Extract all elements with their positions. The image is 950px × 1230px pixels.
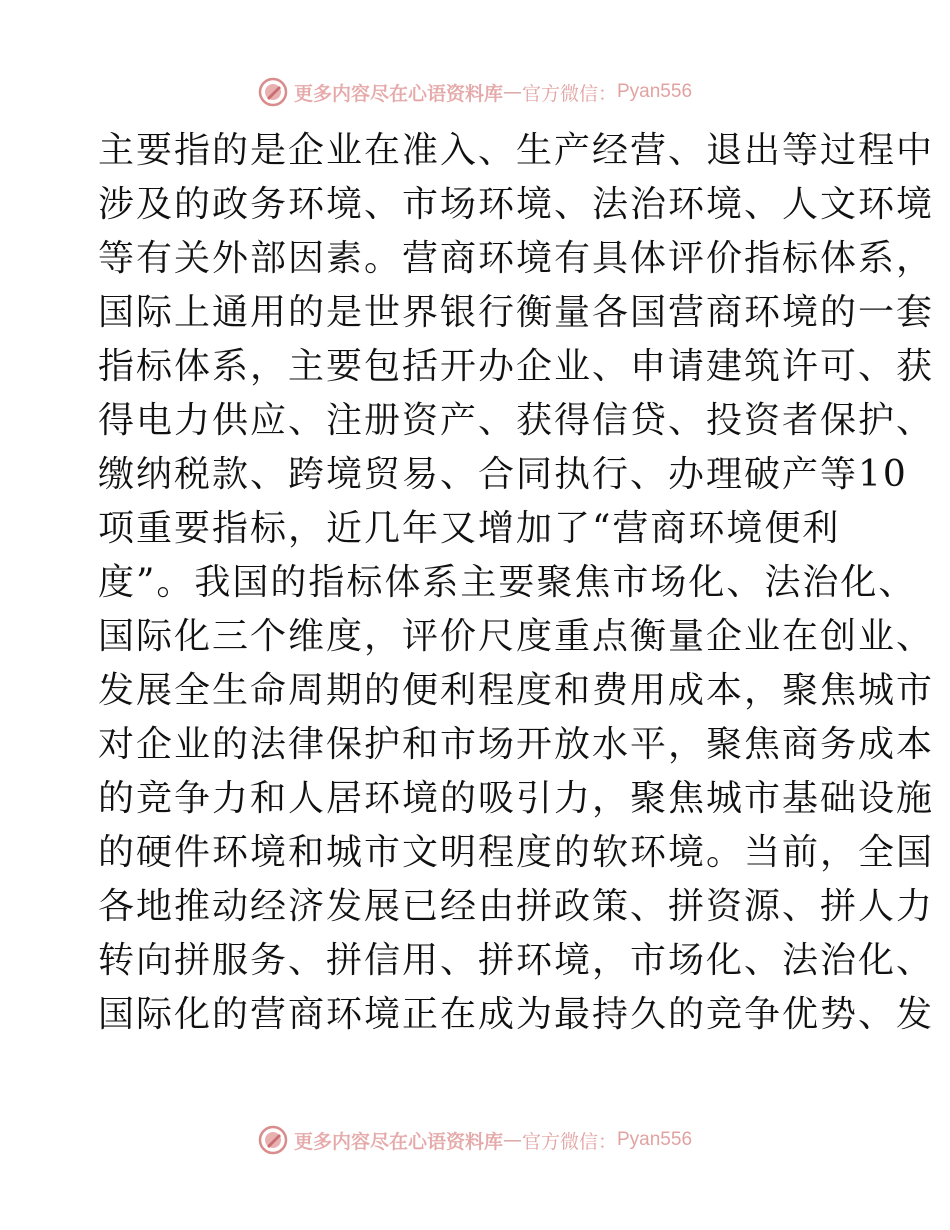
body-line: 涉及的政务环境、市场环境、法治环境、人文环境 <box>98 184 935 225</box>
body-line: 的竞争力和人居环境的吸引力，聚焦城市基础设施 <box>98 778 935 819</box>
body-line: 国际化的营商环境正在成为最持久的竞争优势、发 <box>98 994 935 1035</box>
watermark-sub-text: 官方微信： <box>521 1130 617 1153</box>
logo-icon <box>258 77 288 107</box>
watermark-wechat-id: Pyan556 <box>617 81 693 102</box>
body-line: 转向拼服务、拼信用、拼环境，市场化、法治化、 <box>98 940 935 981</box>
header-watermark <box>0 72 950 112</box>
body-line: 对企业的法律保护和市场开放水平，聚焦商务成本 <box>98 724 935 765</box>
watermark-dash: — <box>502 1129 522 1151</box>
document-body <box>98 124 935 1042</box>
watermark-dash: — <box>502 81 522 103</box>
body-line: 度”。我国的指标体系主要聚焦市场化、法治化、 <box>98 562 917 603</box>
body-line: 的硬件环境和城市文明程度的软环境。当前，全国 <box>98 832 935 873</box>
watermark-sub-text: 官方微信： <box>521 82 617 105</box>
logo-icon <box>258 1125 288 1155</box>
body-line: 项重要指标，近几年又增加了“营商环境便利 <box>98 508 841 549</box>
body-line: 发展全生命周期的便利程度和费用成本，聚焦城市 <box>98 670 935 711</box>
footer-watermark <box>0 1120 950 1160</box>
body-line: 主要指的是企业在准入、生产经营、退出等过程中 <box>98 130 935 171</box>
watermark-main-text: 更多内容尽在心语资料库 <box>293 1130 503 1153</box>
body-line: 各地推动经济发展已经由拼政策、拼资源、拼人力 <box>98 886 935 927</box>
watermark-wechat-id: Pyan556 <box>617 1129 693 1150</box>
body-line: 国际上通用的是世界银行衡量各国营商环境的一套 <box>98 292 935 333</box>
body-line: 国际化三个维度，评价尺度重点衡量企业在创业、 <box>98 616 935 657</box>
watermark-main-text: 更多内容尽在心语资料库 <box>293 82 503 105</box>
body-line: 得电力供应、注册资产、获得信贷、投资者保护、 <box>98 400 935 441</box>
body-line: 等有关外部因素。营商环境有具体评价指标体系， <box>98 238 935 279</box>
body-line: 指标体系，主要包括开办企业、申请建筑许可、获 <box>98 346 935 387</box>
body-line: 缴纳税款、跨境贸易、合同执行、办理破产等10 <box>98 454 908 495</box>
